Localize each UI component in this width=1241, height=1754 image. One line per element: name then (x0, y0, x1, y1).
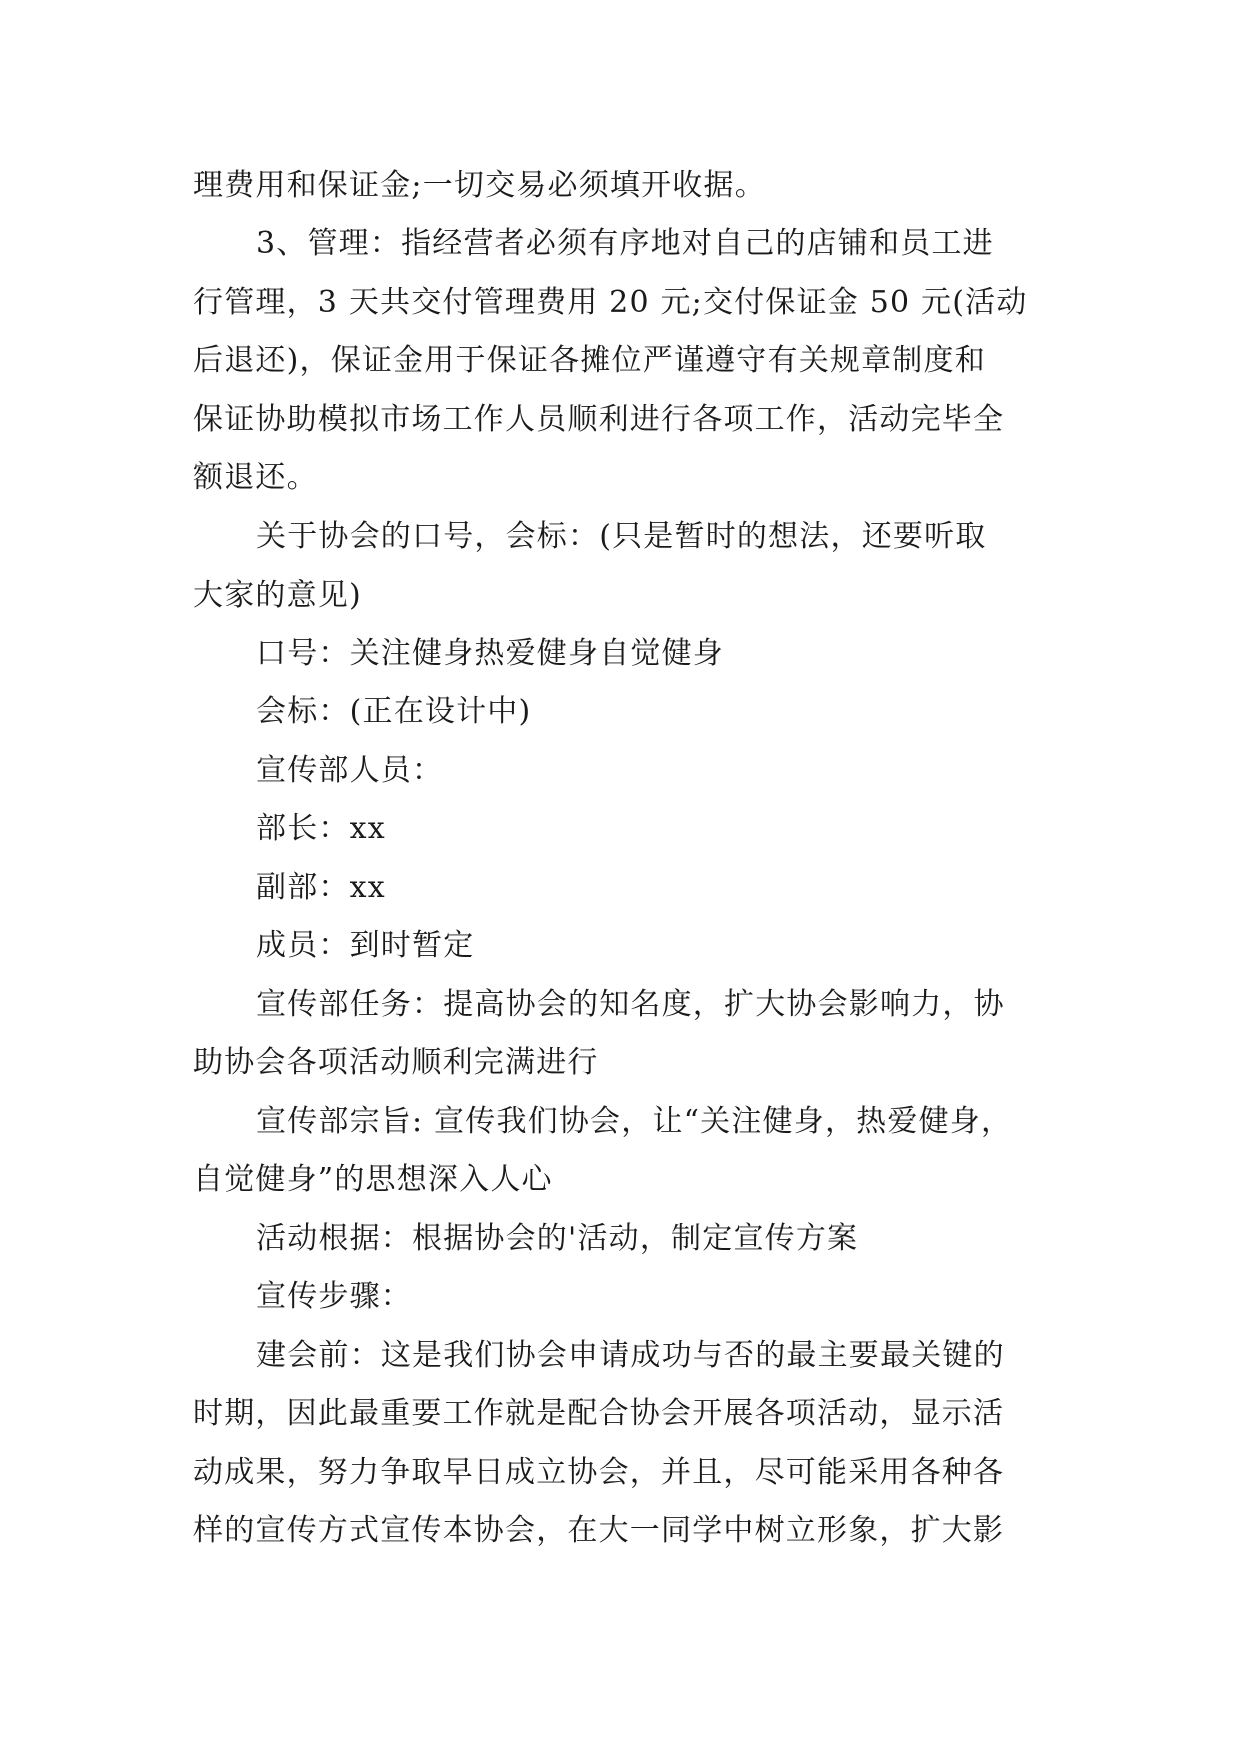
text-line: 保证协助模拟市场工作人员顺利进行各项工作，活动完毕全 (193, 402, 1005, 437)
text-line: 样的宣传方式宣传本协会，在大一同学中树立形象，扩大影 (193, 1513, 1005, 1548)
text-line: 额退还。 (193, 460, 318, 495)
text-line: 宣传部任务：提高协会的知名度，扩大协会影响力，协 (256, 987, 1005, 1022)
text-line: 助协会各项活动顺利完满进行 (193, 1045, 599, 1080)
text-line: 宣传步骤： (256, 1279, 412, 1314)
text-line: 自觉健身”的思想深入人心 (193, 1162, 553, 1197)
text-line: 宣传部宗旨: 宣传我们协会，让“关注健身，热爱健身， (256, 1104, 1013, 1139)
text-line: 3、管理：指经营者必须有序地对自己的店铺和员工进 (256, 226, 994, 261)
text-line: 行管理，3 天共交付管理费用 20 元;交付保证金 50 元(活动 (193, 285, 1028, 320)
text-line: 理费用和保证金;一切交易必须填开收据。 (193, 168, 766, 203)
text-line: 动成果，努力争取早日成立协会，并且，尽可能采用各种各 (193, 1455, 1005, 1490)
text-line: 成员：到时暂定 (256, 928, 475, 963)
text-line: 大家的意见) (193, 578, 362, 613)
text-line: 宣传部人员： (256, 753, 444, 788)
text-line: 口号：关注健身热爱健身自觉健身 (256, 636, 724, 671)
text-line: 会标：(正在设计中) (256, 694, 532, 729)
text-line: 活动根据：根据协会的'活动，制定宣传方案 (256, 1221, 859, 1256)
text-line: 时期，因此最重要工作就是配合协会开展各项活动，显示活 (193, 1396, 1005, 1431)
text-line: 副部：xx (256, 870, 386, 905)
text-line: 建会前：这是我们协会申请成功与否的最主要最关键的 (256, 1338, 1005, 1373)
text-line: 关于协会的口号，会标：(只是暂时的想法，还要听取 (256, 519, 987, 554)
text-line: 部长：xx (256, 811, 386, 846)
text-line: 后退还)，保证金用于保证各摊位严谨遵守有关规章制度和 (193, 343, 986, 378)
